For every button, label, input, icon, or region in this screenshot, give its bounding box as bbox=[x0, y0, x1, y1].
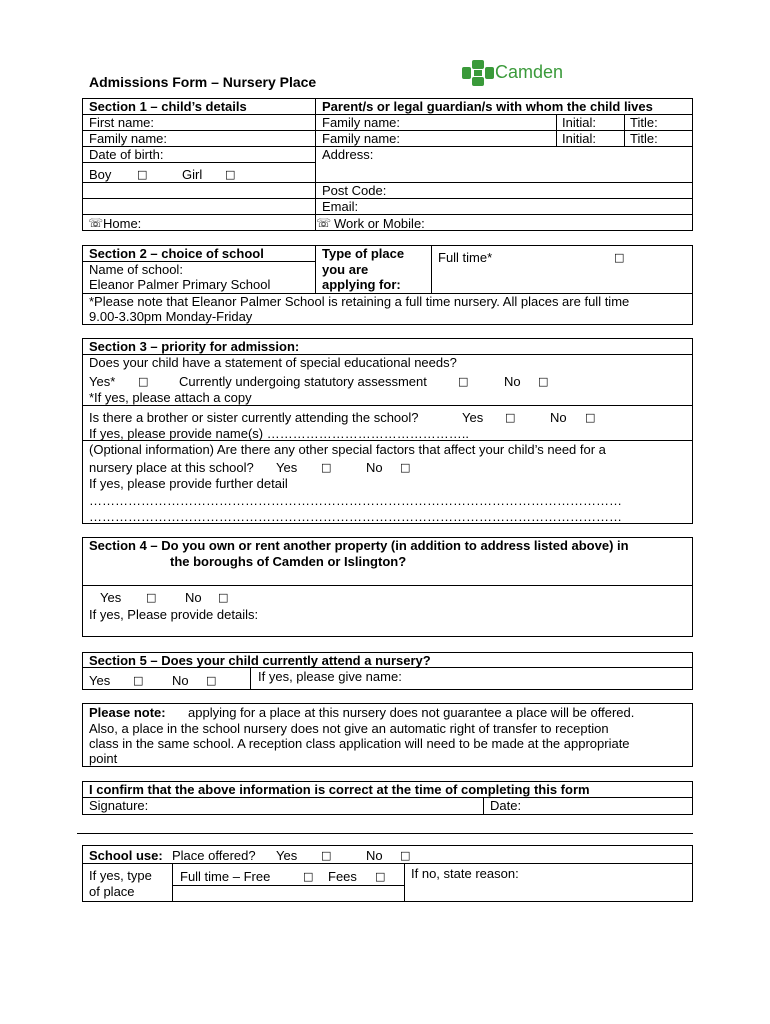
school-use-label: School use: bbox=[89, 848, 163, 863]
section-2-note-hours: 9.00-3.30pm Monday-Friday bbox=[89, 309, 253, 324]
assessment-checkbox[interactable]: □ bbox=[458, 375, 469, 388]
first-name-field[interactable]: First name: bbox=[89, 115, 155, 130]
property-yes-checkbox[interactable]: □ bbox=[146, 591, 157, 604]
type-of-place-label: Type of place bbox=[322, 246, 405, 261]
sibling-yes-label: Yes bbox=[462, 410, 484, 425]
camden-logo-text: Camden bbox=[495, 62, 564, 82]
further-detail-line[interactable]: …………………………………………………………………………………………………………… bbox=[89, 493, 622, 508]
factors-no-checkbox[interactable]: □ bbox=[400, 461, 411, 474]
section-4-title: Section 4 – Do you own or rent another property (in addition to address listed above) in bbox=[89, 538, 629, 553]
section-1-title: Section 1 – child’s details bbox=[89, 99, 247, 114]
attach-note: *If yes, please attach a copy bbox=[89, 390, 252, 405]
sen-question: Does your child have a statement of special educational needs? bbox=[89, 355, 457, 370]
fees-label: Fees bbox=[328, 869, 357, 884]
parent-guardian-title: Parent/s or legal guardian/s with whom the child lives bbox=[322, 99, 653, 114]
place-offered-label: Place offered? bbox=[172, 848, 256, 863]
property-details-field[interactable]: If yes, Please provide details: bbox=[89, 607, 259, 622]
nursery-no-checkbox[interactable]: □ bbox=[206, 674, 217, 687]
camden-logo-icon bbox=[462, 60, 494, 86]
type-of-place-label: applying for: bbox=[322, 277, 401, 292]
date-field[interactable]: Date: bbox=[490, 798, 522, 813]
date-of-birth-field[interactable]: Date of birth: bbox=[89, 147, 164, 162]
please-note-text: applying for a place at this nursery does not guarantee a place will be offered. bbox=[188, 705, 635, 720]
further-detail-line[interactable]: …………………………………………………………………………………………………………… bbox=[89, 509, 622, 524]
sibling-yes-checkbox[interactable]: □ bbox=[505, 411, 516, 424]
full-time-label: Full time* bbox=[438, 250, 493, 265]
section-5-title: Section 5 – Does your child currently attend a nursery? bbox=[89, 653, 431, 668]
type-of-place-label: you are bbox=[322, 262, 369, 277]
signature-field[interactable]: Signature: bbox=[89, 798, 149, 813]
sen-no-label: No bbox=[504, 374, 521, 389]
family-name-field[interactable]: Family name: bbox=[89, 131, 168, 146]
sen-yes-checkbox[interactable]: □ bbox=[138, 375, 149, 388]
full-time-free-checkbox[interactable]: □ bbox=[303, 870, 314, 883]
please-note-text: class in the same school. A reception class application will need to be made at the appropriate bbox=[89, 736, 630, 751]
parent-family-name-1-field[interactable]: Family name: bbox=[322, 115, 401, 130]
nursery-yes-checkbox[interactable]: □ bbox=[133, 674, 144, 687]
please-note-text: point bbox=[89, 751, 118, 766]
section-2-note: *Please note that Eleanor Palmer School is retaining a full time nursery. All places are full time bbox=[89, 294, 630, 309]
phone-icon: ☏ bbox=[88, 216, 104, 230]
name-of-school-label: Name of school: bbox=[89, 262, 183, 277]
school-name-value: Eleanor Palmer Primary School bbox=[89, 277, 271, 292]
postcode-field[interactable]: Post Code: bbox=[322, 183, 387, 198]
address-field[interactable]: Address: bbox=[322, 147, 374, 162]
section-4-title-cont: the boroughs of Camden or Islington? bbox=[170, 554, 407, 569]
special-factors-question-cont: nursery place at this school? bbox=[89, 460, 254, 475]
section-2-title: Section 2 – choice of school bbox=[89, 246, 264, 261]
assessment-label: Currently undergoing statutory assessment bbox=[179, 374, 427, 389]
full-time-free-label: Full time – Free bbox=[180, 869, 271, 884]
nursery-no-label: No bbox=[172, 673, 189, 688]
nursery-name-field[interactable]: If yes, please give name: bbox=[258, 669, 402, 684]
factors-yes-label: Yes bbox=[276, 460, 298, 475]
sibling-names-field[interactable]: If yes, please provide name(s) ……………………………………….. bbox=[89, 426, 469, 441]
title-2-field[interactable]: Title: bbox=[630, 131, 658, 146]
confirmation-title: I confirm that the above information is correct at the time of completing this form bbox=[89, 782, 590, 797]
nursery-yes-label: Yes bbox=[89, 673, 111, 688]
work-mobile-field[interactable]: Work or Mobile: bbox=[334, 216, 425, 231]
phone-icon: ☏ bbox=[316, 216, 332, 230]
reason-field[interactable]: If no, state reason: bbox=[411, 866, 519, 881]
section-3-title: Section 3 – priority for admission: bbox=[89, 339, 300, 354]
factors-yes-checkbox[interactable]: □ bbox=[321, 461, 332, 474]
initial-1-field[interactable]: Initial: bbox=[562, 115, 596, 130]
home-phone-field[interactable]: Home: bbox=[103, 216, 142, 231]
factors-no-label: No bbox=[366, 460, 383, 475]
email-field[interactable]: Email: bbox=[322, 199, 359, 214]
please-note-text: Also, a place in the school nursery does not give an automatic right of transfer to reception bbox=[89, 721, 609, 736]
full-time-checkbox[interactable]: □ bbox=[614, 251, 625, 264]
fees-checkbox[interactable]: □ bbox=[375, 870, 386, 883]
property-yes-label: Yes bbox=[100, 590, 122, 605]
offered-yes-checkbox[interactable]: □ bbox=[321, 849, 332, 862]
initial-2-field[interactable]: Initial: bbox=[562, 131, 596, 146]
title-1-field[interactable]: Title: bbox=[630, 115, 658, 130]
sen-no-checkbox[interactable]: □ bbox=[538, 375, 549, 388]
special-factors-question: (Optional information) Are there any other special factors that affect your child’s need for a bbox=[89, 442, 606, 457]
sibling-no-label: No bbox=[550, 410, 567, 425]
girl-label: Girl bbox=[182, 167, 203, 182]
offered-no-label: No bbox=[366, 848, 383, 863]
sibling-no-checkbox[interactable]: □ bbox=[585, 411, 596, 424]
please-note-label: Please note: bbox=[89, 705, 166, 720]
type-of-place-label: of place bbox=[89, 884, 135, 899]
type-of-place-label: If yes, type bbox=[89, 868, 152, 883]
property-no-checkbox[interactable]: □ bbox=[218, 591, 229, 604]
sen-yes-label: Yes* bbox=[89, 374, 116, 389]
further-detail-label: If yes, please provide further detail bbox=[89, 476, 288, 491]
divider bbox=[77, 833, 693, 834]
property-no-label: No bbox=[185, 590, 202, 605]
page-title: Admissions Form – Nursery Place bbox=[89, 74, 317, 90]
sibling-question: Is there a brother or sister currently attending the school? bbox=[89, 410, 419, 425]
girl-checkbox[interactable]: □ bbox=[225, 168, 236, 181]
boy-checkbox[interactable]: □ bbox=[137, 168, 148, 181]
offered-no-checkbox[interactable]: □ bbox=[400, 849, 411, 862]
boy-label: Boy bbox=[89, 167, 112, 182]
parent-family-name-2-field[interactable]: Family name: bbox=[322, 131, 401, 146]
offered-yes-label: Yes bbox=[276, 848, 298, 863]
